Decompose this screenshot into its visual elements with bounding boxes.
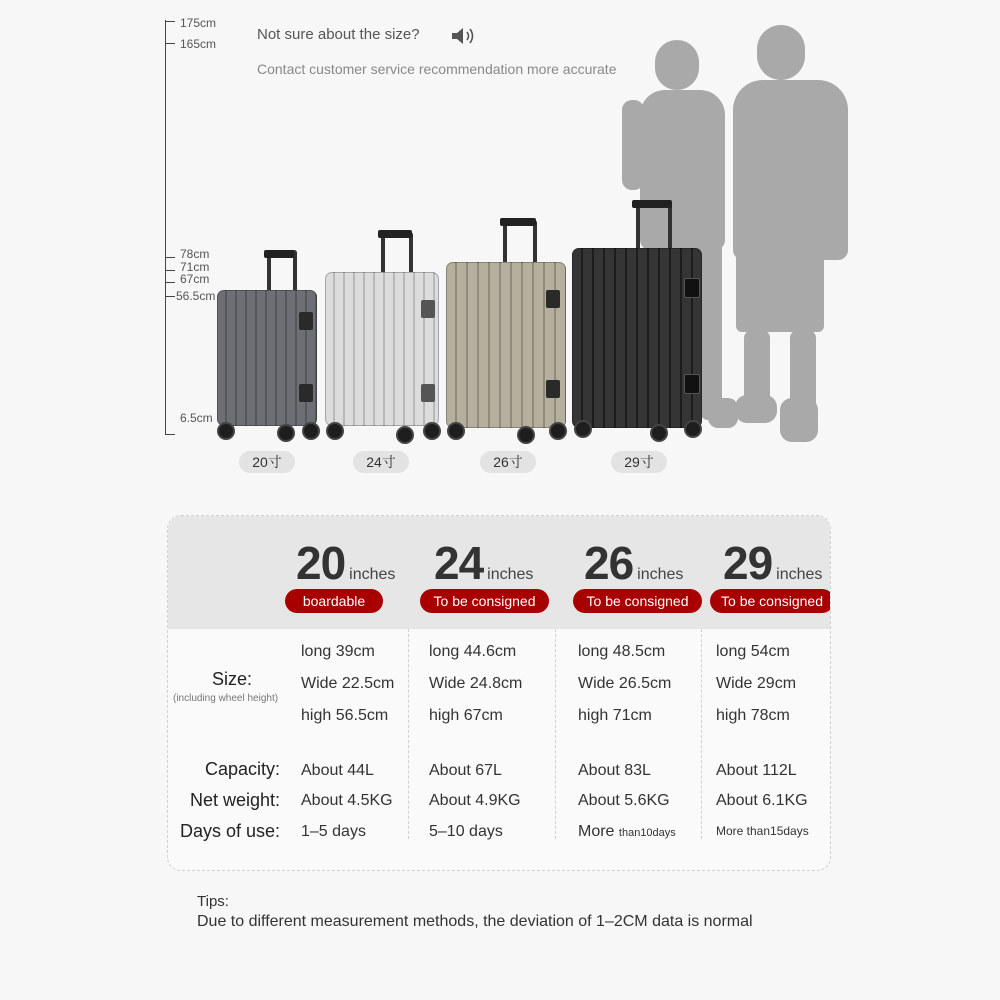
wheel-shape [217, 422, 235, 440]
height-ruler [165, 20, 166, 435]
lock-shape [421, 384, 435, 402]
capacity-value: About 44L [301, 762, 374, 779]
ruler-label: 175cm [180, 16, 217, 30]
handle-grip [378, 230, 412, 238]
wide-value: Wide 26.5cm [578, 675, 672, 692]
ruler-tick [165, 270, 175, 271]
long-value: long 54cm [716, 643, 790, 660]
wheel-shape [423, 422, 441, 440]
shorts-shape [736, 240, 824, 332]
capacity-value: About 112L [716, 762, 797, 779]
handle-grip [264, 250, 294, 258]
ruler-label: 78cm [180, 247, 210, 261]
ruler-tick [165, 43, 175, 44]
days-label: Days of use: [179, 821, 280, 841]
size-unit: inches [637, 566, 684, 583]
wheel-shape [684, 420, 702, 438]
torso-shape [733, 80, 848, 260]
ruler-tick [165, 257, 175, 258]
column-header-20 [296, 536, 395, 590]
capacity-value: About 83L [578, 762, 651, 779]
badge-boardable: boardable [285, 589, 383, 613]
ruler-label: 6.5cm [180, 411, 213, 425]
leg-shape [700, 240, 722, 420]
high-value: high 56.5cm [301, 707, 389, 724]
wheel-shape [447, 422, 465, 440]
wheel-shape [277, 424, 295, 442]
contact-note: Contact customer service recommendation more accurate [257, 61, 617, 77]
size-tag-29: 29寸 [611, 451, 667, 473]
shoe-shape [735, 395, 777, 423]
handle-shape [636, 202, 672, 254]
size-question: Not sure about the size? [257, 26, 420, 43]
wide-value: Wide 29cm [716, 675, 797, 692]
weight-value: About 5.6KG [578, 792, 670, 809]
wheel-shape [549, 422, 567, 440]
capacity-value: About 67L [429, 762, 502, 779]
days-value: 5–10 days [429, 823, 503, 840]
wheel-shape [574, 420, 592, 438]
lock-shape [299, 312, 313, 330]
shoe-shape [780, 398, 818, 442]
size-number: 24 [434, 537, 484, 589]
lock-shape [546, 380, 560, 398]
arm-shape [622, 100, 644, 190]
wheel-shape [326, 422, 344, 440]
long-value: long 39cm [301, 643, 375, 660]
column-divider [408, 629, 410, 839]
size-number: 20 [296, 537, 346, 589]
column-divider [701, 629, 703, 839]
suitcase-body [572, 248, 702, 428]
days-small: than10days [618, 827, 676, 839]
handle-grip [632, 200, 672, 208]
size-unit: inches [487, 566, 534, 583]
days-value [716, 822, 809, 840]
head-shape [655, 40, 699, 90]
long-value: long 44.6cm [429, 643, 517, 660]
head-shape [757, 25, 805, 80]
spec-table [167, 515, 831, 871]
shoe-shape [708, 398, 738, 428]
wide-value: Wide 22.5cm [301, 675, 395, 692]
ruler-label: 165cm [180, 37, 217, 51]
suitcase-body [446, 262, 566, 428]
ruler-tick [165, 434, 175, 435]
ruler-label: 56.5cm [176, 289, 216, 303]
handle-grip [500, 218, 536, 226]
tips-body: Due to different measurement methods, the deviation of 1–2CM data is normal [197, 913, 753, 930]
weight-label: Net weight: [189, 790, 280, 810]
size-tag-26: 26寸 [480, 451, 536, 473]
wheel-shape [650, 424, 668, 442]
long-value: long 48.5cm [578, 643, 666, 660]
wheel-shape [517, 426, 535, 444]
lock-shape [684, 374, 700, 394]
ruler-label: 67cm [180, 272, 210, 286]
lock-shape [546, 290, 560, 308]
column-divider [555, 629, 557, 839]
wheel-shape [302, 422, 320, 440]
lock-shape [421, 300, 435, 318]
column-header-29 [723, 536, 822, 590]
days-main: More [578, 823, 615, 840]
capacity-label: Capacity: [204, 759, 280, 779]
column-header-26 [584, 536, 683, 590]
speaker-icon[interactable] [450, 26, 478, 46]
lock-shape [684, 278, 700, 298]
high-value: high 78cm [716, 707, 790, 724]
ruler-label: 71cm [180, 260, 210, 274]
ruler-tick [165, 21, 175, 22]
suitcase-body [217, 290, 317, 426]
suitcase-body [325, 272, 439, 426]
size-tag-24: 24寸 [353, 451, 409, 473]
weight-value: About 6.1KG [716, 792, 808, 809]
badge-consigned: To be consigned [573, 589, 702, 613]
days-small: More than15days [716, 824, 809, 838]
size-label: Size: [211, 669, 252, 689]
size-unit: inches [776, 566, 823, 583]
weight-value: About 4.5KG [301, 792, 393, 809]
wide-value: Wide 24.8cm [429, 675, 523, 692]
high-value: high 71cm [578, 707, 652, 724]
weight-value: About 4.9KG [429, 792, 521, 809]
size-number: 26 [584, 537, 634, 589]
size-unit: inches [349, 566, 396, 583]
high-value: high 67cm [429, 707, 503, 724]
tips-title: Tips: [197, 893, 229, 910]
ruler-tick [165, 282, 175, 283]
size-number: 29 [723, 537, 773, 589]
lock-shape [299, 384, 313, 402]
ruler-tick [165, 296, 175, 297]
size-tag-20: 20寸 [239, 451, 295, 473]
badge-consigned: To be consigned [710, 589, 831, 613]
column-header-24 [434, 536, 533, 590]
size-note: (including wheel height) [173, 693, 279, 704]
badge-consigned: To be consigned [420, 589, 549, 613]
days-value: 1–5 days [301, 823, 366, 840]
days-value [578, 823, 676, 841]
wheel-shape [396, 426, 414, 444]
